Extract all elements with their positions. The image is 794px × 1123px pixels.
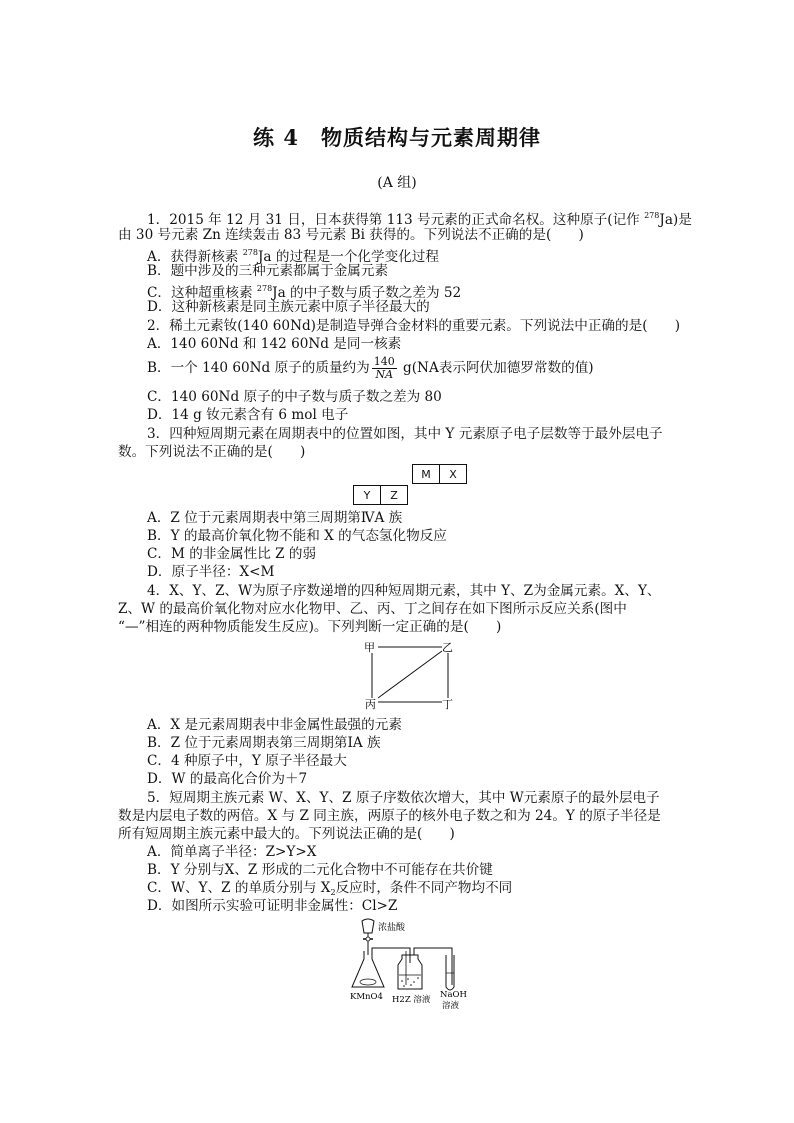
q2-option-c: C．140 60Nd 原子的中子数与质子数之差为 80 <box>147 389 442 405</box>
q5-option-d: D．如图所示实验可证明非金属性：Cl>Z <box>147 898 398 914</box>
q4-stem-line3: “—”相连的两种物质能发生反应)。下列判断一定正确的是( ) <box>118 619 502 635</box>
dropping-funnel-icon <box>362 919 374 933</box>
test-tube-icon <box>446 955 454 990</box>
q5-option-b: B．Y 分别与X、Z 形成的二元化合物中不可能存在共价键 <box>147 862 493 878</box>
cell-y: Y <box>353 485 381 505</box>
cell-x: X <box>439 464 467 484</box>
q1-option-b: B．题中涉及的三种元素都属于金属元素 <box>147 263 389 279</box>
h2z-label: H2Z 溶液 <box>392 995 431 1005</box>
naoh-label: NaOH <box>440 990 467 1000</box>
q3-stem-line1: 3．四种短周期元素在周期表中的位置如图，其中 Y 元素原子电子层数等于最外层电子 <box>147 426 663 442</box>
group-label: (A 组) <box>377 175 417 191</box>
q1-option-c: C．这种超重核素 $^{278}$Ja 的中子数与质子数之差为 52 <box>147 284 462 301</box>
q1-option-a: A．获得新核素 $^{278}$Ja 的过程是一个化学变化过程 <box>147 248 439 265</box>
q5-stem-line1: 5．短周期主族元素 W、X、Y、Z 原子序数依次增大，其中 W元素原子的最外层电子 <box>147 790 660 806</box>
page-title: 练 4 物质结构与元素周期律 <box>253 125 541 150</box>
lab-apparatus <box>344 915 484 1015</box>
q1-stem-line2: 由 30 号元素 Zn 连续轰击 83 号元素 Bi 获得的。下列说法不正确的是( ) <box>118 227 584 243</box>
q4-option-c: C．4 种原子中，Y 原子半径最大 <box>147 753 347 769</box>
kmno4-label: KMnO4 <box>350 992 383 1002</box>
mass-fraction: $\frac{140}{NA}$ <box>373 355 395 381</box>
q5-option-a: A．简单离子半径：Z>Y>X <box>147 844 317 860</box>
acid-label: 浓盐酸 <box>378 923 406 933</box>
q2-option-d: D．14 g 钕元素含有 6 mol 电子 <box>147 407 349 423</box>
q3-option-b: B．Y 的最高价氧化物不能和 X 的气态氢化物反应 <box>147 528 447 544</box>
reaction-diagram <box>364 638 460 714</box>
node-yi: 乙 <box>442 641 453 654</box>
q4-stem-line2: Z、W 的最高价氧化物对应水化物甲、乙、丙、丁之间存在如下图所示反应关系(图中 <box>118 601 627 617</box>
q4-stem-line1: 4．X、Y、Z、W为原子序数递增的四种短周期元素，其中 Y、Z为金属元素。X、Y、 <box>147 583 661 599</box>
conical-flask-icon <box>352 951 384 987</box>
q1-stem-line1: 1．2015 年 12 月 31 日，日本获得第 113 号元素的正式命名权。这种原子(记作 $^{278}$Ja)是 <box>147 211 692 228</box>
q2-option-a: A．140 60Nd 和 142 60Nd 是同一核素 <box>147 336 402 352</box>
q2-option-b: B．一个 140 60Nd 原子的质量约为 $\frac{140}{NA}$ g(NA表示阿伏加德罗常数的值) <box>147 355 594 381</box>
q5-option-c: C．W、Y、Z 的单质分别与 $X_2$反应时，条件不同产物均不同 <box>147 880 513 897</box>
node-bing: 丙 <box>365 698 376 711</box>
q2-stem: 2．稀土元素钕(140 60Nd)是制造导弹合金材料的重要元素。下列说法中正确的是( ) <box>147 318 681 334</box>
q4-option-b: B．Z 位于元素周期表第三周期第ⅠA 族 <box>147 735 381 751</box>
node-jia: 甲 <box>364 641 375 654</box>
q1-option-d: D．这种新核素是同主族元素中原子半径最大的 <box>147 299 430 315</box>
q3-option-a: A．Z 位于元素周期表中第三周期第ⅣA 族 <box>147 510 403 526</box>
q3-option-c: C．M 的非金属性比 Z 的弱 <box>147 546 317 562</box>
q4-option-d: D．W 的最高化合价为＋7 <box>147 771 308 787</box>
q3-stem-line2: 数。下列说法不正确的是( ) <box>118 444 306 460</box>
cell-z: Z <box>380 485 408 505</box>
cell-m: M <box>412 464 440 484</box>
q5-stem-line3: 所有短周期主族元素中最大的。下列说法正确的是( ) <box>118 826 455 842</box>
q4-option-a: A．X 是元素周期表中非金属性最强的元素 <box>147 717 402 733</box>
node-ding: 丁 <box>442 698 453 711</box>
q3-option-d: D．原子半径：X<M <box>147 564 275 580</box>
naoh-solution-label: 溶液 <box>442 1001 460 1011</box>
q5-stem-line2: 数是内层电子数的两倍。X 与 Z 同主族，两原子的核外电子数之和为 24。Y 的原子半径是 <box>118 808 661 824</box>
